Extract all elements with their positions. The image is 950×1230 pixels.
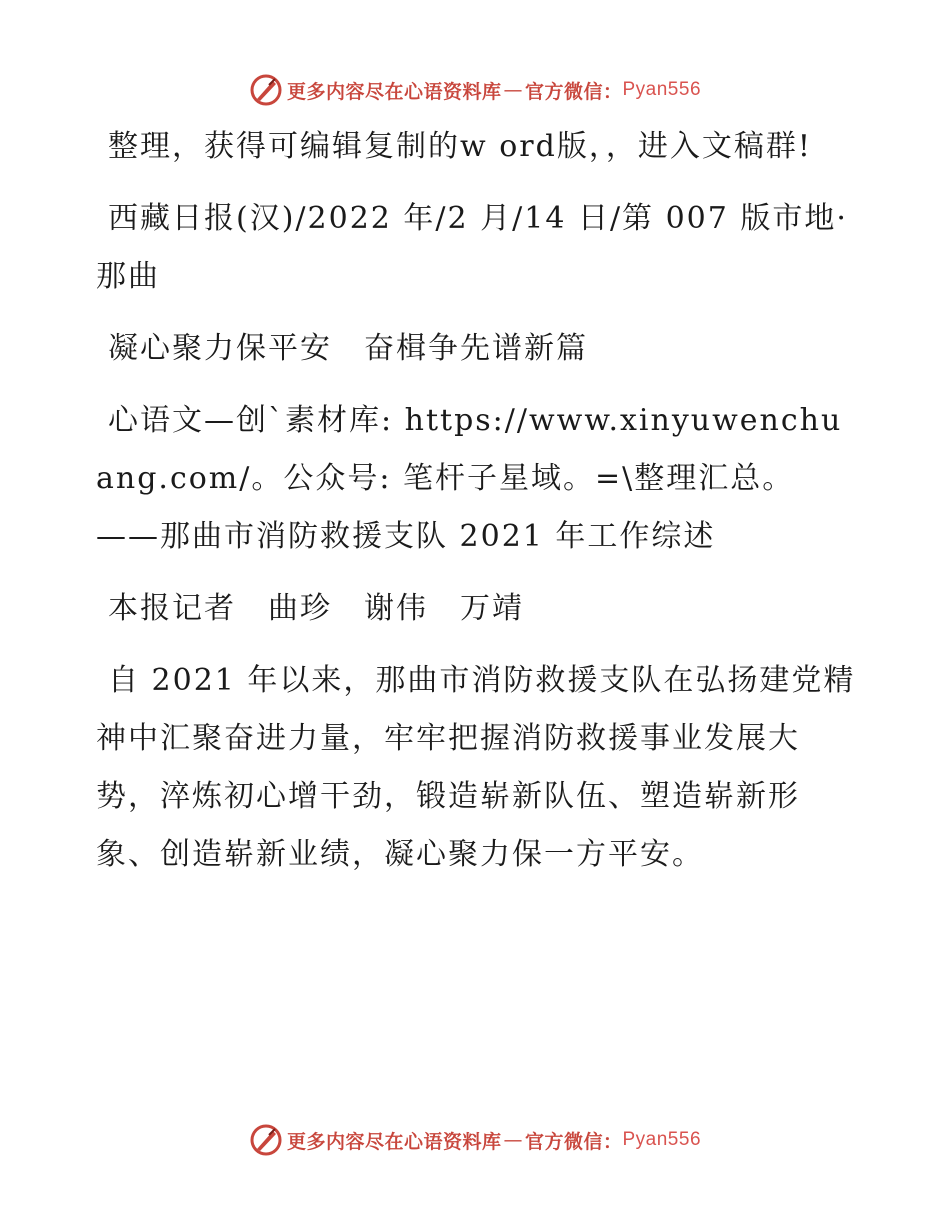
watermark-dash: — <box>503 1129 523 1151</box>
header-watermark <box>0 70 950 110</box>
footer-watermark <box>0 1120 950 1160</box>
watermark-main-text: 更多内容尽在心语资料库 <box>286 80 502 103</box>
paragraph-byline: 本报记者 曲珍 谢伟 万靖 <box>108 591 524 626</box>
watermark-handle: Pyan556 <box>622 1129 702 1150</box>
watermark-wechat-label: 官方微信： <box>524 80 623 103</box>
paragraph-subtitle: 心语文—创`素材库: https://www.xinyuwenchuang.com/。公众号: 笔杆子星域。=\整理汇总。——那曲市消防救援支队 2021 年工作综述 <box>96 403 843 554</box>
feather-logo-icon <box>249 73 283 107</box>
watermark-handle: Pyan556 <box>622 79 702 100</box>
paragraph-body: 自 2021 年以来，那曲市消防救援支队在弘扬建党精神中汇聚奋进力量，牢牢把握消防救援事业发展大势，淬炼初心增干劲，锻造崭新队伍、塑造崭新形象、创造崭新业绩，凝心聚力保一方平安。 <box>96 663 856 872</box>
watermark-main-text: 更多内容尽在心语资料库 <box>286 1130 502 1153</box>
paragraph-source: 西藏日报(汉)/2022 年/2 月/14 日/第 007 版市地· 那曲 <box>96 201 848 294</box>
document-body <box>96 118 856 898</box>
watermark-dash: — <box>503 79 523 101</box>
article-title: 凝心聚力保平安 奋楫争先谱新篇 <box>108 331 588 366</box>
paragraph-intro: 整理，获得可编辑复制的w ord版，，进入文稿群! <box>108 129 812 164</box>
feather-logo-icon <box>249 1123 283 1157</box>
watermark-wechat-label: 官方微信： <box>524 1130 623 1153</box>
